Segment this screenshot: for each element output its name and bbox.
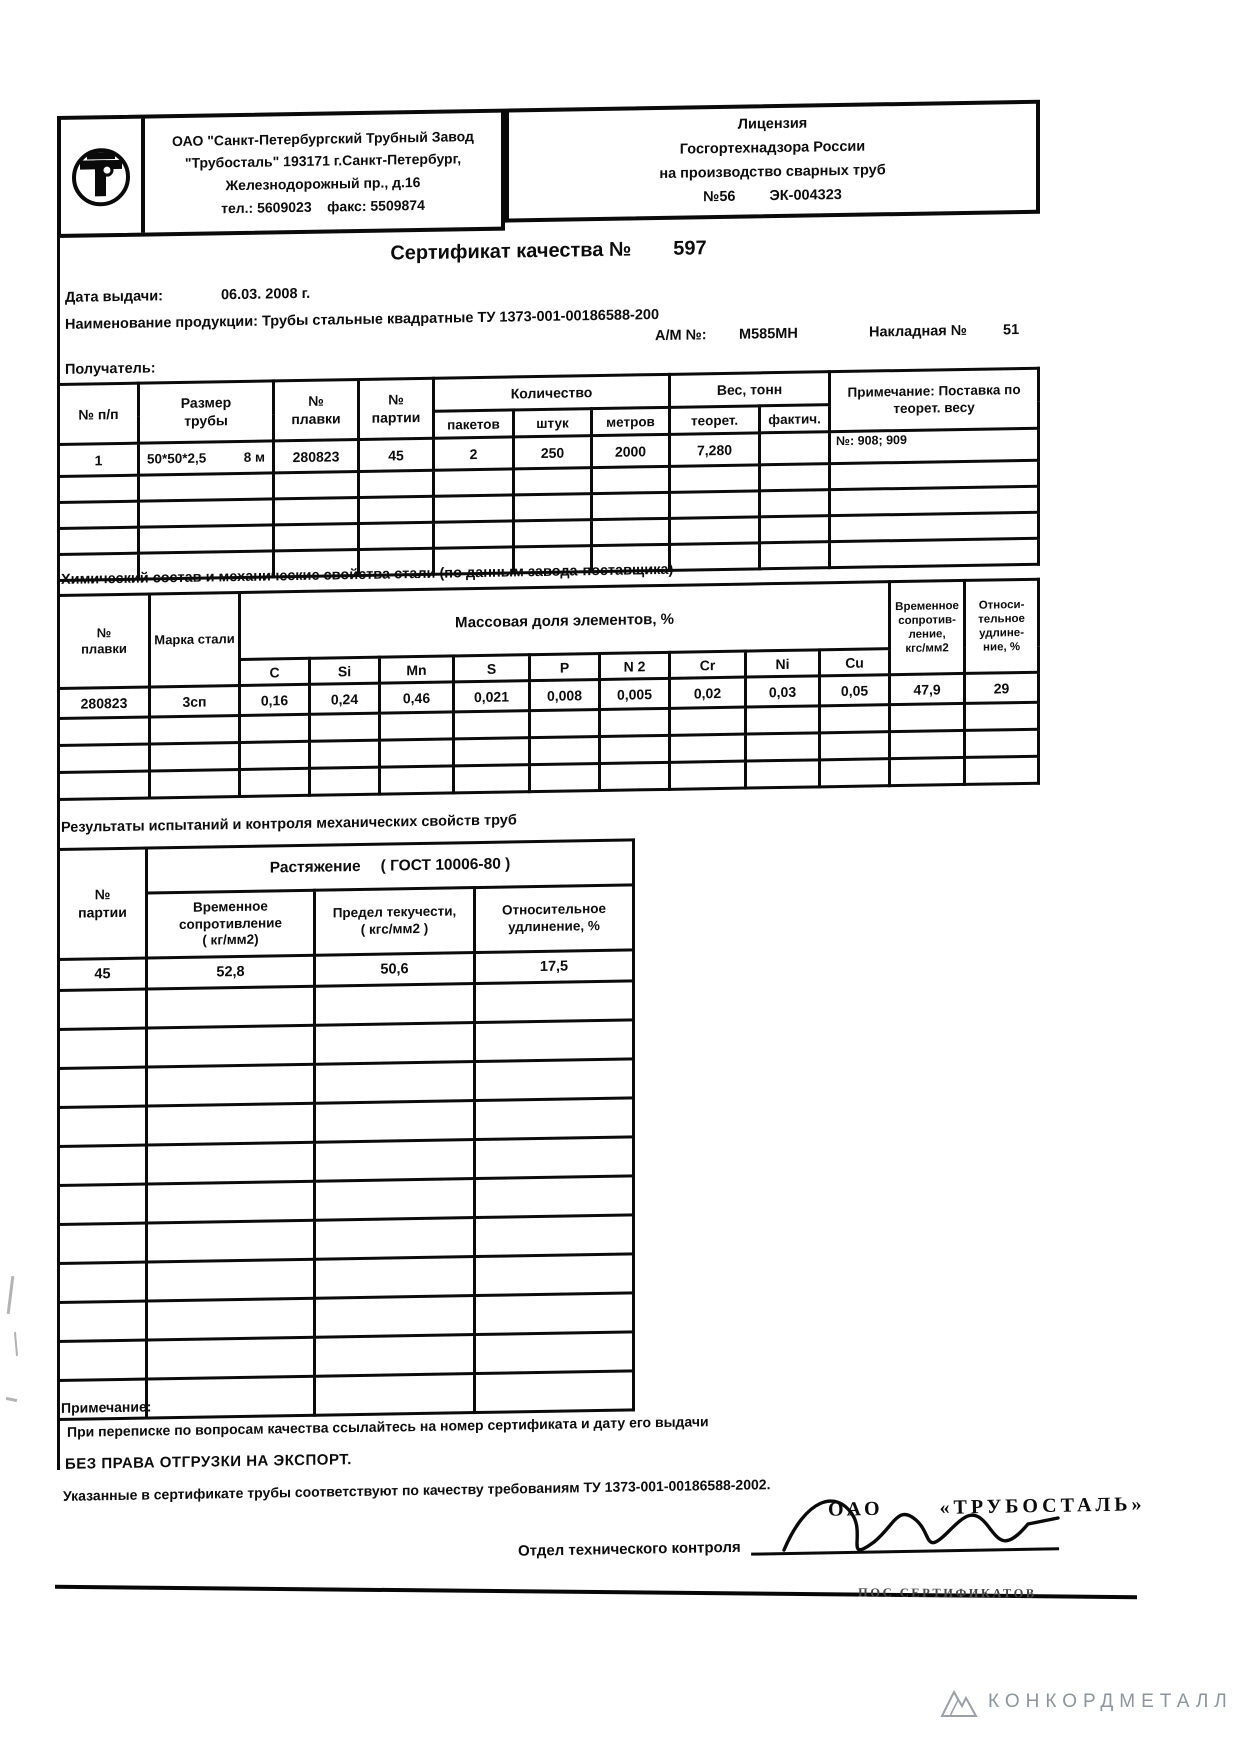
recipient-label: Получатель: [65,360,156,378]
th-element-Si: Si [310,657,380,684]
license-code: ЭК-004323 [769,186,842,205]
company-stamp: ОАО «ТРУБОСТАЛЬ» [827,1493,1146,1521]
invoice-label: Накладная № [869,322,967,341]
th-tension-group: Растяжение ( ГОСТ 10006-80 ) [147,840,634,893]
cell-batch: 45 [59,958,147,990]
th-elongation: Относительное удлинение, % [475,885,634,953]
tension-test-table [57,838,635,1421]
th-element-P: P [530,654,600,681]
chemical-composition-table [57,578,1040,801]
th-element-C: C [240,658,310,685]
th-batch-number: № партии [59,848,147,959]
chem-section-title: Химический состав и механические свойства стали (по данным завода-поставщика) [61,561,674,588]
license-header-box [505,100,1040,223]
cell-elongation: 29 [965,672,1039,703]
th-meters: метров [592,407,670,435]
issue-date-label: Дата выдачи: [65,288,163,306]
company-contacts [145,192,501,221]
th-quantity-group: Количество [434,374,670,411]
company-line: ОАО "Санкт-Петербургский Трубный Завод [172,127,474,149]
cell-pipe-size: 50*50*2,5 8 м [139,441,274,475]
cell-Cr: 0,02 [670,677,746,708]
cell-weight-actual [760,432,830,465]
th-element-Cr: Cr [670,651,746,678]
scan-artifact [14,1332,18,1356]
fax: факс: 5509874 [327,196,425,215]
th-yield-strength: Предел текучести, ( кгс/мм2 ) [315,888,475,956]
company-line: "Трубосталь" 193171 г.Санкт-Петербург, [184,150,462,172]
note-line-1: При переписке по вопросам качества ссылайтесь на номер сертификата и дату его выдачи [67,1413,709,1440]
issue-date-line [65,286,310,306]
th-elements-group: Массовая доля элементов, % [240,582,890,660]
th-packs: пакетов [434,410,514,438]
logo-icon [70,130,132,223]
company-address [145,113,501,233]
title-label: Сертификат качества № [390,238,632,265]
am-label: А/М №: [655,327,707,345]
note-line-3: Указанные в сертификате трубы соответствуют по качеству требованиям ТУ 1373-001-00186588-2002. [63,1476,771,1504]
watermark [938,1686,1233,1718]
th-element-Mn: Mn [380,656,454,683]
company-header-box [57,109,505,238]
cell-heat: 280823 [274,440,359,473]
am-value: М585МН [739,325,798,343]
cell-packs: 2 [434,437,514,470]
note-line-2: БЕЗ ПРАВА ОТГРУЗКИ НА ЭКСПОРТ. [65,1451,352,1473]
issue-date-value: 06.03. 2008 г. [220,285,311,304]
th-tensile-strength: Временное сопротивление ( кг/мм2) [147,890,315,958]
shipment-table [57,367,1040,582]
license-number: №56 [703,188,736,206]
scan-artifact [7,1276,15,1314]
th-heat-number: № плавки [59,594,150,689]
scan-artifact [6,1397,17,1402]
th-weight-theoretical: теорет. [670,406,760,434]
th-tensile-strength: Временное сопротив- ление, кгс/мм2 [890,580,965,674]
product-line: Наименование продукции: Трубы стальные квадратные ТУ 1373-001-00186588-200 [65,307,660,333]
header-row [59,579,1039,662]
cell-C: 0,16 [240,684,310,715]
cell-note: №: 908; 909 [830,428,1039,463]
th-heat-number: № плавки [274,380,359,441]
cell-pieces: 250 [514,436,592,469]
th-pipe-size: Размер трубы [139,381,274,443]
cell-N2: 0,005 [600,678,670,709]
cell-row-number: 1 [59,443,139,476]
signature [766,1480,1066,1570]
cell-Ni: 0,03 [746,676,820,707]
cell-elongation: 17,5 [475,950,634,984]
cell-tensile-strength: 52,8 [147,955,315,989]
company-line: Железнодорожный пр., д.16 [225,173,421,194]
cell-meters: 2000 [592,434,670,467]
cell-batch: 45 [359,438,434,471]
th-weight-group: Вес, тонн [670,372,830,408]
th-row-number: № п/п [59,383,139,444]
cell-S: 0,021 [454,681,530,712]
th-element-Cu: Cu [820,649,890,676]
certificates-stamp: ПОС СЕРТИФИКАТОВ [857,1585,1037,1601]
cell-strength: 47,9 [890,673,965,704]
cell-heat: 280823 [59,687,150,719]
license-line: Лицензия [737,115,808,133]
trubostal-logo [61,119,145,234]
cell-weight-theoretical: 7,280 [670,433,760,466]
th-elongation: Относи- тельное удлине- ние, % [965,579,1039,673]
notes-label: Примечание: [61,1398,152,1416]
mech-section-title: Результаты испытаний и контроля механических свойств труб [61,812,517,836]
phone: тел.: 5609023 [221,198,312,216]
cell-Si: 0,24 [310,683,380,714]
th-weight-actual: фактич. [760,405,830,433]
th-element-N2: N 2 [600,652,670,679]
th-steel-grade: Марка стали [150,592,240,686]
th-note: Примечание: Поставка по теорет. весу [830,368,1039,431]
cell-Mn: 0,46 [380,682,454,713]
certificate-title [57,232,1040,271]
cell-grade: 3сп [150,685,240,716]
th-element-Ni: Ni [746,650,820,677]
certificate-number: 597 [673,237,707,260]
th-batch-number: № партии [359,378,434,439]
dept-label: Отдел технического контроля [517,1538,741,1560]
cell-Cu: 0,05 [820,675,890,706]
cell-P: 0,008 [530,680,600,711]
license-line: на производство сварных труб [659,162,886,183]
watermark-text: КОНКОРДМЕТАЛЛ [988,1691,1233,1712]
watermark-logo-icon [938,1686,978,1718]
invoice-value: 51 [1003,322,1020,339]
th-pieces: штук [514,409,592,437]
cell-yield-strength: 50,6 [315,953,475,987]
license-line: Госгортехнадзора России [679,138,866,158]
th-element-S: S [454,655,530,682]
